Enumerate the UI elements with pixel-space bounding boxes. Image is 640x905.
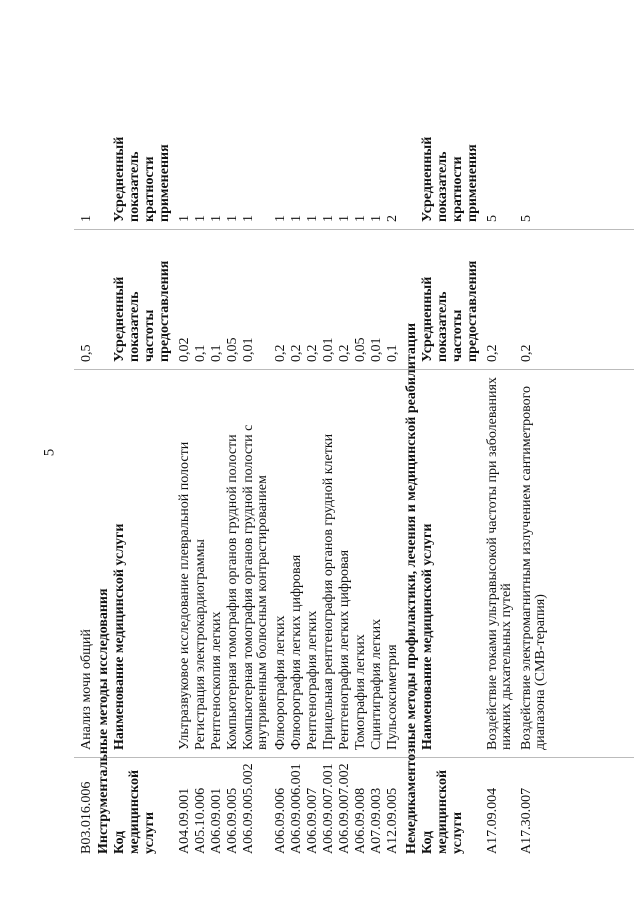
section-title: Немедикаментозные методы профилактики, лечения и медицинской реабилитации [404,322,419,854]
frequency-value: 0,2 [273,344,288,362]
frequency-value: 0,2 [485,344,500,362]
service-name: Сцинтиграфия легких [369,618,384,750]
frequency-value: 0,01 [369,337,384,362]
service-code: A06.09.007.001 [321,763,336,854]
service-code: A17.30.007 [519,787,534,854]
service-name: Томография легких [353,634,368,750]
frequency-value: 0,05 [353,337,368,362]
multiplicity-value: 1 [305,215,320,222]
service-name: Флюорография легких цифровая [289,554,304,750]
service-name: Рентгенография легких цифровая [337,549,352,750]
header-multiplicity: Усредненный показатель кратности применения [112,136,172,222]
service-name: Регистрация электрокардиограммы [193,539,208,750]
frequency-value: 0,5 [79,344,94,362]
service-name: Флюорография легких [273,615,288,750]
multiplicity-value: 1 [79,215,94,222]
service-code: A06.09.008 [353,787,368,854]
multiplicity-value: 5 [519,215,534,222]
column-divider [74,757,634,758]
multiplicity-value: 1 [241,215,256,222]
service-code: A06.09.005.002 [241,763,256,854]
multiplicity-value: 1 [225,215,240,222]
service-code: A06.09.006.001 [289,763,304,854]
multiplicity-value: 1 [321,215,336,222]
service-name: Ультразвуковое исследование плевральной полости [177,441,192,750]
multiplicity-value: 1 [273,215,288,222]
service-name: Рентгеноскопия легких [209,611,224,750]
service-code: A05.10.006 [193,787,208,854]
service-code: B03.016.006 [79,781,94,854]
service-code: A07.09.003 [369,787,384,854]
multiplicity-value: 2 [385,215,400,222]
header-frequency: Усредненный показатель частоты предоставления [112,260,172,362]
service-code: A04.09.001 [177,787,192,854]
frequency-value: 0,01 [241,337,256,362]
service-name: Компьютерная томография органов грудной полости [225,434,240,750]
service-name: Прицельная рентгенография органов грудной клетки [321,433,336,750]
service-code: A06.09.001 [209,787,224,854]
multiplicity-value: 1 [209,215,224,222]
multiplicity-value: 1 [289,215,304,222]
service-code: A17.09.004 [485,787,500,854]
frequency-value: 0,05 [225,337,240,362]
service-name: Воздействие электромагнитным излучением сантиметрового диапазона (СМВ-терапия) [519,385,548,750]
service-code: A06.09.007.002 [337,763,352,854]
service-name: Воздействие токами ультравысокой частоты при заболеваниях нижних дыхательных путей [485,377,514,750]
service-code: A06.09.006 [273,787,288,854]
multiplicity-value: 1 [369,215,384,222]
section-title: Инструментальные методы исследования [96,588,111,854]
frequency-value: 0,1 [385,344,400,362]
rotated-table [74,42,634,862]
header-frequency: Усредненный показатель частоты предоставления [420,260,480,362]
header-name: Наименование медицинской услуги [112,523,127,750]
multiplicity-value: 1 [193,215,208,222]
frequency-value: 0,2 [337,344,352,362]
service-name: Рентгенография легких [305,610,320,750]
frequency-value: 0,01 [321,337,336,362]
service-code: A12.09.005 [385,787,400,854]
header-code: Код медицинской услуги [112,769,157,854]
multiplicity-value: 1 [177,215,192,222]
multiplicity-value: 5 [485,215,500,222]
column-divider [74,229,634,230]
multiplicity-value: 1 [337,215,352,222]
frequency-value: 0,1 [193,344,208,362]
header-code: Код медицинской услуги [420,769,465,854]
service-code: A06.09.005 [225,787,240,854]
service-name: Компьютерная томография органов грудной полости с внутривенным болюсным контрастированием [241,424,270,750]
service-code: A06.09.007 [305,787,320,854]
multiplicity-value: 1 [353,215,368,222]
service-name: Пульсоксиметрия [385,644,400,750]
frequency-value: 0,02 [177,337,192,362]
header-name: Наименование медицинской услуги [420,523,435,750]
frequency-value: 0,1 [209,344,224,362]
service-name: Анализ мочи общий [79,629,94,750]
frequency-value: 0,2 [289,344,304,362]
frequency-value: 0,2 [519,344,534,362]
frequency-value: 0,2 [305,344,320,362]
column-divider [74,369,634,370]
page-number: 5 [41,448,58,457]
header-multiplicity: Усредненный показатель кратности применения [420,136,480,222]
